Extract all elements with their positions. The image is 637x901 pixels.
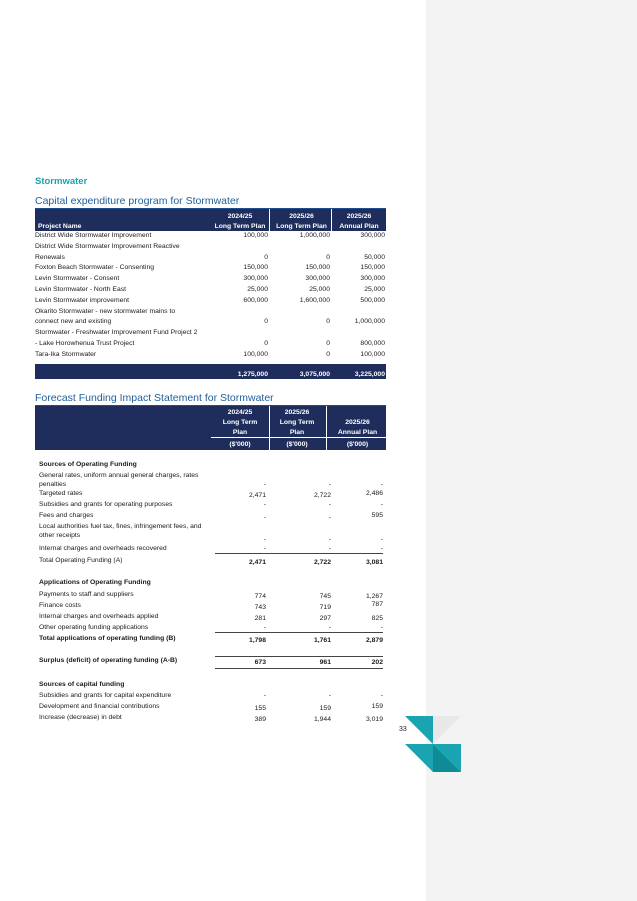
table-cell: Renewals xyxy=(35,253,65,261)
table-cell: Tara-Ika Stormwater xyxy=(35,350,97,358)
table-cell: 25,000 xyxy=(364,285,385,293)
triangle-3 xyxy=(405,744,433,772)
header-col1-sub: Long Term Plan xyxy=(214,223,266,230)
table-cell: connect new and existing xyxy=(35,318,112,326)
fh-col1-l2: Long Term xyxy=(222,419,258,426)
table-row xyxy=(35,285,386,296)
triangle-2 xyxy=(433,716,461,744)
capital-heading: Capital expenditure program for Stormwater xyxy=(35,195,386,209)
table-cell: 0 xyxy=(264,253,268,261)
header-project: Project Name xyxy=(38,223,82,230)
fh-col2-l2: Long Term xyxy=(279,419,315,426)
fh-col2-l1: 2025/26 xyxy=(284,409,310,416)
capital-rows xyxy=(35,231,386,361)
rule-a xyxy=(215,553,383,554)
fh-col3-unit: ($'000) xyxy=(346,441,369,448)
table-cell: 0 xyxy=(326,350,330,358)
total-col2: 3,075,000 xyxy=(299,370,330,378)
section-title: Stormwater xyxy=(35,176,88,187)
table-cell: 25,000 xyxy=(247,285,268,293)
table-cell: 1,600,000 xyxy=(299,296,330,304)
table-cell: 800,000 xyxy=(360,339,385,347)
table-row xyxy=(35,307,386,318)
total-col1: 1,275,000 xyxy=(237,370,268,378)
table-cell: District Wide Stormwater Improvement xyxy=(35,232,152,239)
table-cell: 1,000,000 xyxy=(299,232,330,239)
header-col1-year: 2024/25 xyxy=(227,213,253,220)
table-cell: 150,000 xyxy=(305,264,330,272)
rule-b xyxy=(215,632,383,633)
table-cell: Levin Stormwater - Consent xyxy=(35,275,120,283)
capital-table-header xyxy=(35,209,386,231)
table-cell: 0 xyxy=(326,253,330,261)
table-row xyxy=(35,231,386,242)
table-cell: 100,000 xyxy=(243,350,268,358)
table-cell: 300,000 xyxy=(243,275,268,283)
table-cell: 300,000 xyxy=(305,275,330,283)
capital-table xyxy=(35,209,386,379)
table-row xyxy=(35,263,386,274)
table-cell: - Lake Horowhenua Trust Project xyxy=(35,339,135,347)
table-cell: 50,000 xyxy=(364,253,385,261)
table-row xyxy=(35,317,386,328)
funding-table-header xyxy=(35,406,386,450)
table-cell: 100,000 xyxy=(360,350,385,358)
table-cell: 600,000 xyxy=(243,296,268,304)
header-col2-sub: Long Term Plan xyxy=(276,223,327,230)
rule-d xyxy=(215,668,383,669)
header-col3-sub: Annual Plan xyxy=(339,223,379,230)
fh-col2-l3: Plan xyxy=(289,429,305,436)
rule-c xyxy=(215,656,383,657)
funding-table: 2024/25 Long Term Plan ($'000) 2025/26 Long Term Plan ($'000) 2025/26 Annual Plan ($'000) Sources of Operating Funding General rates, uniform annual general charges, rates penalties - - - Targeted rates 2,471 2,722 2,486 Subsidies and grants for operating purposes - - - Fees and charges - - 595 Local authorities fuel tax, fines, infringement fees, and other receipts - - - Internal charges and overheads recovered - - - Total Operating Funding (A) 2,471 2,722 3,081 Applications of Operating Funding Payments to staff and suppliers 774 745 1,267 Finance costs 743 719 787 Internal charges and overheads applied 281 297 825 Other operating funding applications - - - Total applications of operating funding (B) 1,798 1,761 2,879 Surplus (deficit) of operating funding (A-B) 673 961 202 Sources of capital funding Subsidies and grants for capital expenditure - - - Development and financial contributions 155 159 159 Increase (decrease) in debt 389 1,944 3,019 xyxy=(35,406,386,450)
table-cell: 500,000 xyxy=(360,296,385,304)
table-row xyxy=(35,242,386,253)
fh-col3-l2: Annual Plan xyxy=(337,429,378,436)
table-cell: 150,000 xyxy=(360,264,385,272)
total-col3: 3,225,000 xyxy=(354,370,385,378)
fh-col1-l1: 2024/25 xyxy=(227,409,253,416)
table-row xyxy=(35,339,386,350)
table-row xyxy=(35,253,386,264)
page-number: 33 xyxy=(399,726,407,733)
funding-heading: Forecast Funding Impact Statement for Stormwater xyxy=(35,392,386,406)
table-row xyxy=(35,274,386,285)
capital-total-row xyxy=(35,364,386,379)
fh-col1-unit: ($'000) xyxy=(229,441,251,448)
table-cell: 0 xyxy=(264,339,268,347)
table-cell: 150,000 xyxy=(243,264,268,272)
table-row xyxy=(35,296,386,307)
fh-col2-unit: ($'000) xyxy=(286,441,308,448)
table-cell: 0 xyxy=(326,339,330,347)
table-cell: Levin Stormwater - North East xyxy=(35,285,127,293)
fh-col3-l1: 2025/26 xyxy=(345,419,370,426)
header-col2-year: 2025/26 xyxy=(289,213,314,220)
table-cell: 0 xyxy=(326,318,330,326)
table-cell: Okarito Stormwater - new stormwater mains to xyxy=(35,307,176,315)
table-cell: 300,000 xyxy=(360,232,385,239)
table-cell: District Wide Stormwater Improvement Reactive xyxy=(35,242,180,250)
table-cell: 300,000 xyxy=(360,275,385,283)
table-cell: 1,000,000 xyxy=(354,318,385,326)
table-cell: 100,000 xyxy=(243,232,268,239)
triangle-1 xyxy=(405,716,433,744)
table-cell: 0 xyxy=(264,318,268,326)
fh-col1-l3: Plan xyxy=(232,429,248,436)
table-cell: Levin Stormwater improvement xyxy=(35,296,130,304)
table-row xyxy=(35,350,386,361)
table-cell: Stormwater - Freshwater Improvement Fund Project 2 xyxy=(35,329,198,337)
table-cell: 25,000 xyxy=(309,285,330,293)
table-row xyxy=(35,328,386,339)
triangles-logo xyxy=(405,716,463,774)
table-cell: Foxton Beach Stormwater - Consenting xyxy=(35,264,155,272)
header-col3-year: 2025/26 xyxy=(346,213,372,220)
